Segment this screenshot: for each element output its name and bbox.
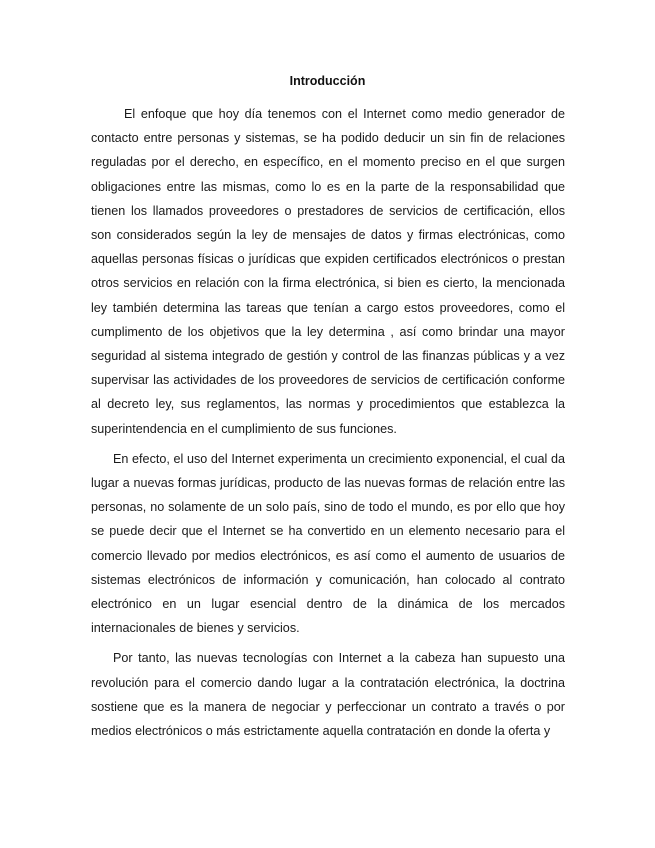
page-title: Introducción bbox=[289, 74, 366, 88]
paragraph-1: El enfoque que hoy día tenemos con el Internet como medio generador de contacto entre personas y sistemas, se ha podido deducir un sin fin de relaciones reguladas por el derecho, en específico, en el momento preciso en el que surgen obligaciones entre las mismas, como lo es en la parte de la responsabilidad que tienen los llamados proveedores o prestadores de servicios de certificación, ellos son considerados según la ley de mensajes de datos y firmas electrónicas, como aquellas personas físicas o jurídicas que expiden certificados electrónicos o prestan otros servicios en relación con la firma electrónica, si bien es cierto, la mencionada ley también determina las tareas que tenían a cargo estos proveedores, como el cumplimento de los objetivos que la ley determina , así como brindar una mayor seguridad al sistema integrado de gestión y control de las finanzas públicas y a vez supervisar las actividades de los proveedores de servicios de certificación conforme al decreto ley, sus reglamentos, las normas y procedimientos que establezca la superintendencia en el cumplimiento de sus funciones. bbox=[91, 107, 565, 436]
document-body bbox=[91, 102, 565, 749]
paragraph-3: Por tanto, las nuevas tecnologías con Internet a la cabeza han supuesto una revolución para el comercio dando lugar a la contratación electrónica, la doctrina sostiene que es la manera de negociar y perfeccionar un contrato a través o por medios electrónicos o más estrictamente aquella contratación en donde la oferta y bbox=[91, 651, 565, 739]
paragraph-2: En efecto, el uso del Internet experimenta un crecimiento exponencial, el cual da lugar a nuevas formas jurídicas, producto de las nuevas formas de relación entre las personas, no solamente de un solo país, sino de todo el mundo, es por ello que hoy se puede decir que el Internet se ha convertido en un elemento necesario para el comercio llevado por medios electrónicos, es así como el aumento de usuarios de sistemas electrónicos de información y comunicación, han colocado al contrato electrónico en un lugar esencial dentro de la dinámica de los mercados internacionales de bienes y servicios. bbox=[91, 451, 565, 636]
